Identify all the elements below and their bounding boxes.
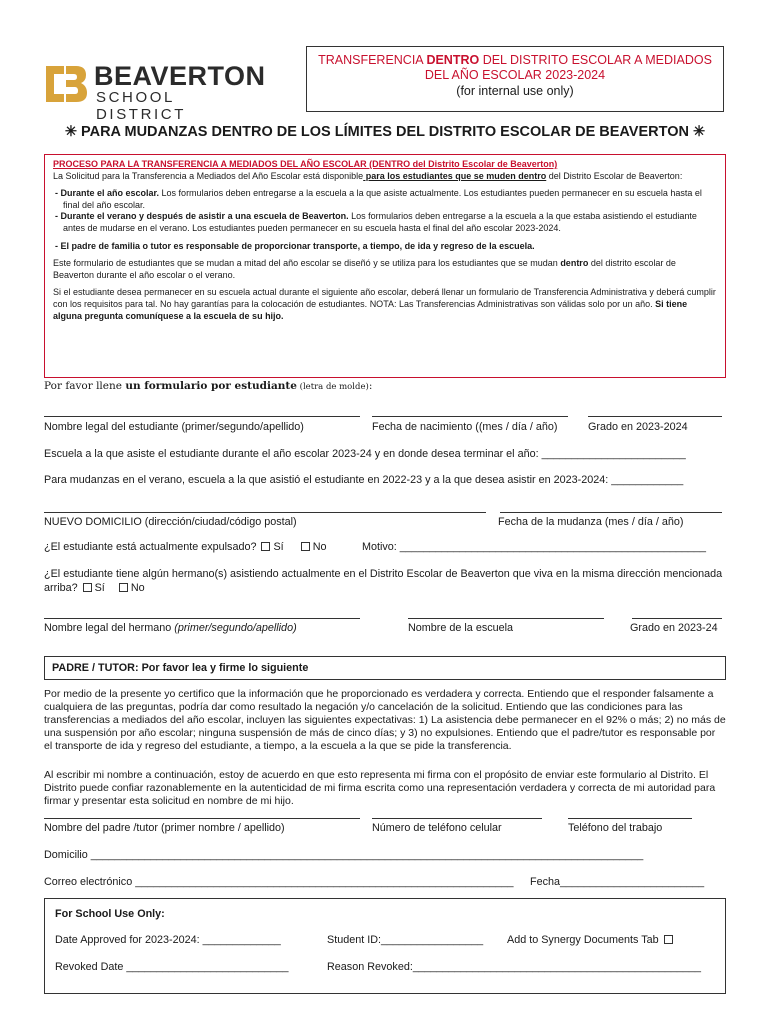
form-header-box	[306, 46, 724, 112]
parent-name-line[interactable]	[44, 818, 360, 819]
move-date-label: Fecha de la mudanza (mes / día / año)	[498, 516, 684, 528]
intro-text: La Solicitud para la Transferencia a Mediados del Año Escolar está disponible para los estudiantes que se muden dentro del Distrito Escolar de Beaverton:	[53, 170, 683, 181]
student-id-field[interactable]: Student ID:_________________	[327, 934, 484, 946]
paragraph-within-district: Este formulario de estudiantes que se mudan a mitad del año escolar se diseñó y se utiliza para los estudiantes que se mudan dentro del distrito escolar de Beaverton durante el año escolar o el verano.	[53, 258, 676, 280]
header-line-1: TRANSFERENCIA DENTRO DEL DISTRITO ESCOLAR A MEDIADOS	[318, 53, 712, 67]
parent-name-label: Nombre del padre /tutor (primer nombre / apellido)	[44, 822, 285, 834]
school-use-box	[44, 898, 726, 994]
paragraph-admin-transfer: Si el estudiante desea permanecer en su escuela actual durante el siguiente año escolar, deberá llenar un formulario de Transferencia Administrativa y deberá cumplir con los requisitos para tal. No hay garantías para la colocación de estudiantes. NOTA: Las Transferencias Administrativas son válidas solo por un año. Si tiene alguna pregunta comuníquese a la escuela de su hijo.	[53, 287, 716, 321]
fill-prompt: Por favor llene un formulario por estudiante (letra de molde):	[44, 380, 373, 392]
date-field[interactable]: Fecha________________________	[530, 876, 705, 888]
work-phone-line[interactable]	[568, 818, 692, 819]
revoked-date-field[interactable]: Revoked Date ___________________________	[55, 961, 289, 973]
logo-name: BEAVERTON	[94, 61, 266, 91]
new-address-line[interactable]	[44, 512, 486, 513]
dob-line[interactable]	[372, 416, 568, 417]
email-field[interactable]: Correo electrónico _______________________________________________________________	[44, 876, 514, 888]
school-use-title: For School Use Only:	[55, 908, 165, 920]
parent-section-title: PADRE / TUTOR: Por favor lea y firme lo siguiente	[44, 656, 726, 680]
sibling-grade-label: Grado en 2023-24	[630, 622, 718, 634]
expelled-question: ¿El estudiante está actualmente expulsado? Sí No	[44, 541, 327, 553]
move-date-line[interactable]	[500, 512, 722, 513]
sibling-yes-checkbox[interactable]	[83, 583, 92, 592]
parent-signature-text: Al escribir mi nombre a continuación, estoy de acuerdo en que esto representa mi firma con el propósito de enviar este formulario al Distrito. El Distrito puede confiar razonablemente en la autenticidad de mi firma escrita como una representación verdadera y correcta de mi autoridad para firmar y presentar esta solicitud en nombre de mi hijo.	[44, 769, 716, 807]
expelled-yes-checkbox[interactable]	[261, 542, 270, 551]
cell-phone-line[interactable]	[372, 818, 542, 819]
header-line-2: DEL AÑO ESCOLAR 2023-2024	[424, 68, 606, 82]
summer-school-field[interactable]: Para mudanzas en el verano, escuela a la que asistió el estudiante en 2022-23 y a la que desea asistir en 2023-2024: ____________	[44, 474, 684, 486]
cell-phone-label: Número de teléfono celular	[372, 822, 502, 834]
sibling-no-checkbox[interactable]	[119, 583, 128, 592]
dob-label: Fecha de nacimiento ((mes / día / año)	[372, 421, 558, 433]
reason-revoked-field[interactable]: Reason Revoked:________________________________________________	[327, 961, 702, 973]
process-info-box	[44, 154, 726, 378]
new-address-label: NUEVO DOMICILIO (dirección/ciudad/código postal)	[44, 516, 297, 528]
district-logo	[44, 60, 266, 123]
beaverton-b-logo-icon	[44, 62, 88, 106]
work-phone-label: Teléfono del trabajo	[568, 822, 663, 834]
page-title: ✳ PARA MUDANZAS DENTRO DE LOS LÍMITES DEL DISTRITO ESCOLAR DE BEAVERTON ✳	[64, 124, 706, 140]
synergy-option: Add to Synergy Documents Tab	[507, 934, 676, 946]
sibling-name-label: Nombre legal del hermano (primer/segundo/apellido)	[44, 622, 297, 634]
expelled-no-checkbox[interactable]	[301, 542, 310, 551]
bullet-school-year: - Durante el año escolar. Los formularios deben entregarse a la escuela a la que asiste actualmente. Los estudiantes pueden permanecer en su escuela hasta el final del año escolar.	[55, 188, 702, 210]
parent-certification-text: Por medio de la presente yo certifico que la información que he proporcionado es verdadera y correcta. Entiendo que el responder falsamente a cualquiera de las preguntas, podría dar como resultado la negación y/o cancelación de la solicitud. Entiendo que las condiciones para las transferencias a mediados del año escolar, incluyen las siguientes expectativas: 1) La asistencia debe permanecer en el 92% o más; 2) no más de una suspensión por año escolar; ninguna suspensión de más de cinco días; y 3) no expulsiones. Entiendo que el padre/tutor es responsable por el transporte de ida y regreso del estudiante, a tiempo, a la escuela a la que se pide la transferencia.	[44, 688, 726, 752]
sibling-name-line[interactable]	[44, 618, 360, 619]
reason-field[interactable]: Motivo: ___________________________________________________	[362, 541, 707, 553]
current-school-field[interactable]: Escuela a la que asiste el estudiante durante el año escolar 2023-24 y en donde desea terminar el año: ________________________	[44, 448, 686, 460]
date-approved-field[interactable]: Date Approved for 2023-2024: _____________	[55, 934, 281, 946]
sibling-question: ¿El estudiante tiene algún hermano(s) asistiendo actualmente en el Distrito Escolar de Beaverton que viva en la misma dirección mencionada arriba? Sí No	[44, 568, 723, 594]
bullet-summer: - Durante el verano y después de asistir a una escuela de Beaverton. Los formularios deben entregarse a la escuela a la que estaba asistiendo el estudiante antes de mudarse en el verano. Los estudiantes pueden permanecer en su escuela hasta el final del año escolar 2023-2024.	[55, 211, 697, 233]
header-line-3: (for internal use only)	[456, 84, 574, 98]
sibling-school-line[interactable]	[408, 618, 604, 619]
student-name-line[interactable]	[44, 416, 360, 417]
grade-label: Grado en 2023-2024	[588, 421, 688, 433]
grade-line[interactable]	[588, 416, 722, 417]
process-heading: PROCESO PARA LA TRANSFERENCIA A MEDIADOS DEL AÑO ESCOLAR (DENTRO del Distrito Escolar de Beaverton)	[53, 159, 558, 169]
address-field[interactable]: Domicilio ____________________________________________________________________________________________	[44, 849, 644, 861]
bullet-transport: - El padre de familia o tutor es responsable de proporcionar transporte, a tiempo, de ida y regreso de la escuela.	[55, 240, 535, 251]
sibling-school-label: Nombre de la escuela	[408, 622, 514, 634]
student-name-label: Nombre legal del estudiante (primer/segundo/apellido)	[44, 421, 304, 433]
synergy-checkbox[interactable]	[664, 935, 673, 944]
sibling-grade-line[interactable]	[632, 618, 722, 619]
logo-subtitle: SCHOOL DISTRICT	[96, 89, 186, 123]
